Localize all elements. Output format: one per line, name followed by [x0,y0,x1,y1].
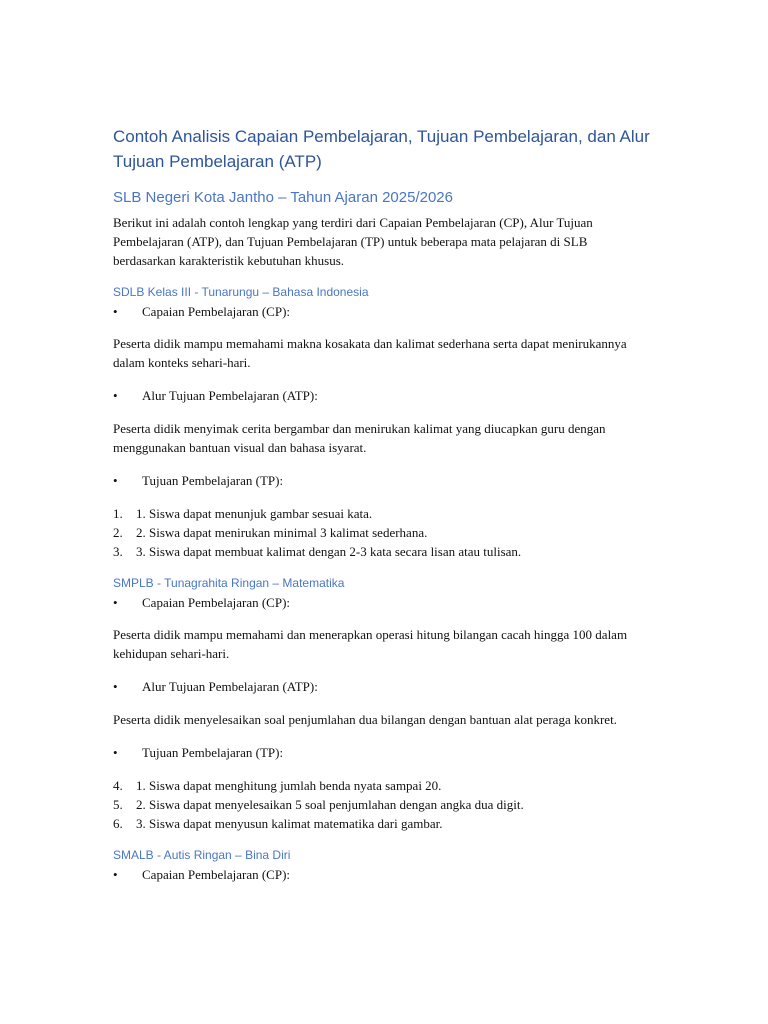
list-item [113,865,653,884]
list-item [113,504,653,523]
cp-label: Capaian Pembelajaran (CP): [142,304,291,319]
list-item [113,677,653,696]
tp-label: Tujuan Pembelajaran (TP): [142,473,284,488]
list-item-text: 3. Siswa dapat membuat kalimat dengan 2-3 kata secara lisan atau tulisan. [136,544,522,559]
section-heading: SDLB Kelas III - Tunarungu – Bahasa Indonesia [113,285,369,299]
list-item-text: 3. Siswa dapat menyusun kalimat matematika dari gambar. [136,816,443,831]
section-heading: SMPLB - Tunagrahita Ringan – Matematika [113,576,345,590]
list-number: 2. [113,525,123,540]
section-smplb-matematika [113,575,653,833]
bullet-icon: • [113,595,118,610]
section-sdlb-bahasa-indonesia [113,284,653,561]
list-number: 3. [113,544,123,559]
cp-text: Peserta didik mampu memahami makna kosakata dan kalimat sederhana serta dapat menirukannya dalam konteks sehari-hari. [113,336,627,370]
atp-label: Alur Tujuan Pembelajaran (ATP): [142,388,318,403]
bullet-icon: • [113,388,118,403]
list-item [113,795,653,814]
intro-paragraph: Berikut ini adalah contoh lengkap yang terdiri dari Capaian Pembelajaran (CP), Alur Tujuan Pembelajaran (ATP), dan Tujuan Pembelajaran (TP) untuk beberapa mata pelajaran di SLB berdasarkan karakteristik kebutuhan khusus. [113,215,593,268]
atp-label: Alur Tujuan Pembelajaran (ATP): [142,679,318,694]
list-item [113,386,653,405]
list-number: 4. [113,778,123,793]
list-item [113,542,653,561]
tp-label: Tujuan Pembelajaran (TP): [142,745,284,760]
list-item [113,776,653,795]
bullet-icon: • [113,304,118,319]
bullet-icon: • [113,745,118,760]
bullet-icon: • [113,473,118,488]
document-subtitle: SLB Negeri Kota Jantho – Tahun Ajaran 2025/2026 [113,189,453,206]
cp-label: Capaian Pembelajaran (CP): [142,595,291,610]
tp-list [113,776,653,833]
atp-text: Peserta didik menyelesaikan soal penjumlahan dua bilangan dengan bantuan alat peraga konkret. [113,712,617,727]
list-item [113,471,653,490]
cp-text: Peserta didik mampu memahami dan menerapkan operasi hitung bilangan cacah hingga 100 dalam kehidupan sehari-hari. [113,627,628,661]
cp-label: Capaian Pembelajaran (CP): [142,867,291,882]
list-item [113,593,653,612]
bullet-icon: • [113,867,118,882]
list-number: 5. [113,797,123,812]
list-item-text: 2. Siswa dapat menirukan minimal 3 kalimat sederhana. [136,525,428,540]
section-smalb-bina-diri [113,847,653,884]
list-item [113,302,653,321]
list-item-text: 2. Siswa dapat menyelesaikan 5 soal penjumlahan dengan angka dua digit. [136,797,524,812]
list-item-text: 1. Siswa dapat menunjuk gambar sesuai kata. [136,506,373,521]
tp-list [113,504,653,561]
list-item [113,814,653,833]
section-heading: SMALB - Autis Ringan – Bina Diri [113,848,291,862]
bullet-icon: • [113,679,118,694]
list-item [113,743,653,762]
document-title: Contoh Analisis Capaian Pembelajaran, Tujuan Pembelajaran, dan Alur Tujuan Pembelajaran (ATP) [113,127,650,171]
list-number: 6. [113,816,123,831]
atp-text: Peserta didik menyimak cerita bergambar dan menirukan kalimat yang diucapkan guru dengan menggunakan bantuan visual dan bahasa isyarat. [113,421,606,455]
list-item [113,523,653,542]
document-content [113,124,653,884]
list-number: 1. [113,506,123,521]
list-item-text: 1. Siswa dapat menghitung jumlah benda nyata sampai 20. [136,778,442,793]
